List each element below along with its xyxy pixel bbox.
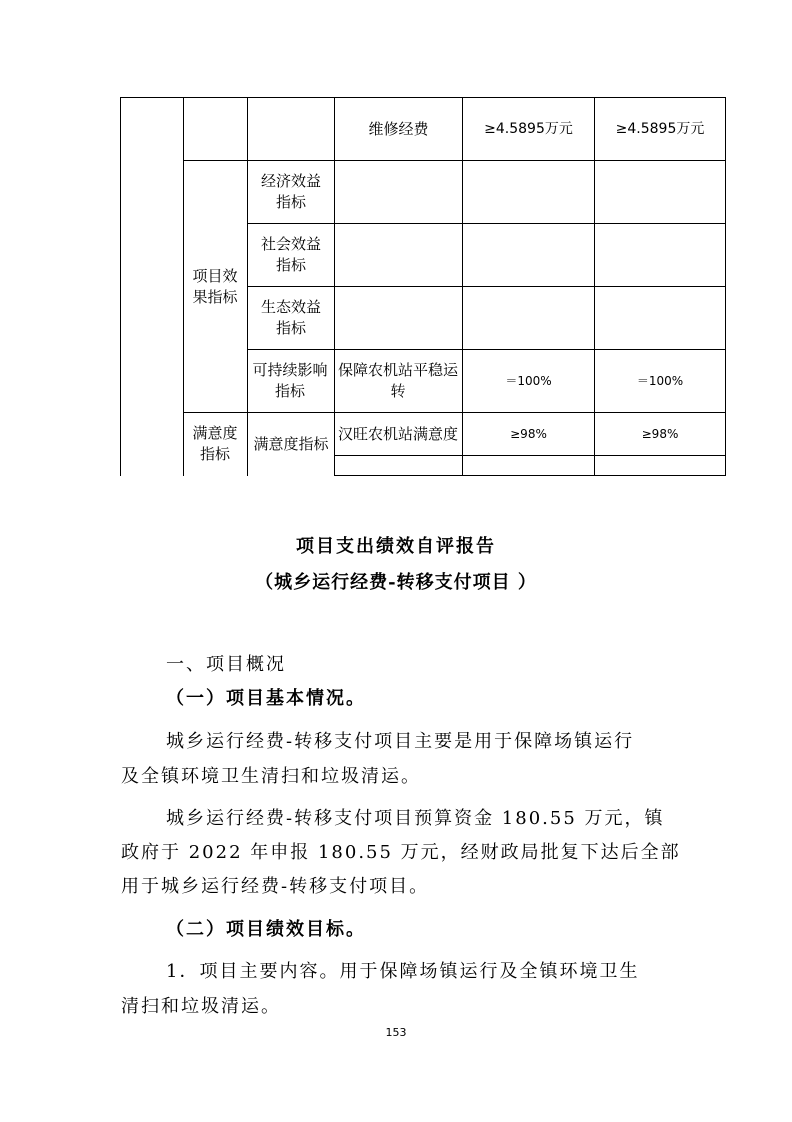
table-cell: 项目效果指标 bbox=[192, 266, 238, 306]
table-cell: ≥4.5895万元 bbox=[484, 120, 573, 137]
table-cell: 维修经费 bbox=[368, 119, 429, 138]
report-subtitle: （城乡运行经费-转移支付项目 ） bbox=[255, 572, 537, 593]
table-cell: 满意度指标 bbox=[192, 424, 238, 463]
table-cell: ＝100% bbox=[636, 373, 684, 388]
paragraph-line: 及全镇环境卫生清扫和垃圾清运。 bbox=[121, 766, 421, 787]
table-cell: 生态效益指标 bbox=[260, 298, 321, 337]
table-line bbox=[334, 455, 726, 456]
paragraph-line: 用于城乡运行经费-转移支付项目。 bbox=[121, 876, 430, 897]
paragraph-line: 1．项目主要内容。用于保障场镇运行及全镇环境卫生 bbox=[166, 961, 640, 982]
paragraph-line: 城乡运行经费-转移支付项目主要是用于保障场镇运行 bbox=[166, 731, 635, 752]
table-line bbox=[247, 97, 248, 476]
page-number: 153 bbox=[385, 1026, 407, 1039]
table-cell: ≥4.5895万元 bbox=[615, 120, 705, 137]
performance-indicator-table bbox=[0, 0, 792, 480]
table-cell: 汉旺农机站满意度 bbox=[338, 424, 459, 443]
table-line bbox=[183, 97, 184, 476]
table-cell: 保障农机站平稳运转 bbox=[338, 361, 459, 400]
table-cell: 社会效益指标 bbox=[260, 235, 321, 274]
paragraph-line: 城乡运行经费-转移支付项目预算资金 180.55 万元，镇 bbox=[166, 808, 665, 829]
paragraph-line: 政府于 2022 年申报 180.55 万元，经财政局批复下达后全部 bbox=[121, 842, 681, 863]
table-cell: ＝100% bbox=[505, 373, 552, 388]
subsection-heading: （一）项目基本情况。 bbox=[166, 688, 366, 709]
section-heading: 一、项目概况 bbox=[166, 654, 286, 675]
table-cell: 可持续影响指标 bbox=[252, 361, 328, 400]
table-cell: 满意度指标 bbox=[253, 434, 329, 453]
table-line bbox=[334, 475, 726, 476]
table-line bbox=[725, 97, 726, 476]
paragraph-line: 清扫和垃圾清运。 bbox=[121, 996, 281, 1017]
table-cell: 经济效益指标 bbox=[260, 172, 321, 211]
subsection-heading: （二）项目绩效目标。 bbox=[166, 919, 366, 940]
table-cell: ≥98% bbox=[641, 426, 679, 441]
table-line bbox=[120, 97, 121, 476]
table-cell: ≥98% bbox=[510, 426, 547, 441]
report-title: 项目支出绩效自评报告 bbox=[296, 536, 496, 557]
